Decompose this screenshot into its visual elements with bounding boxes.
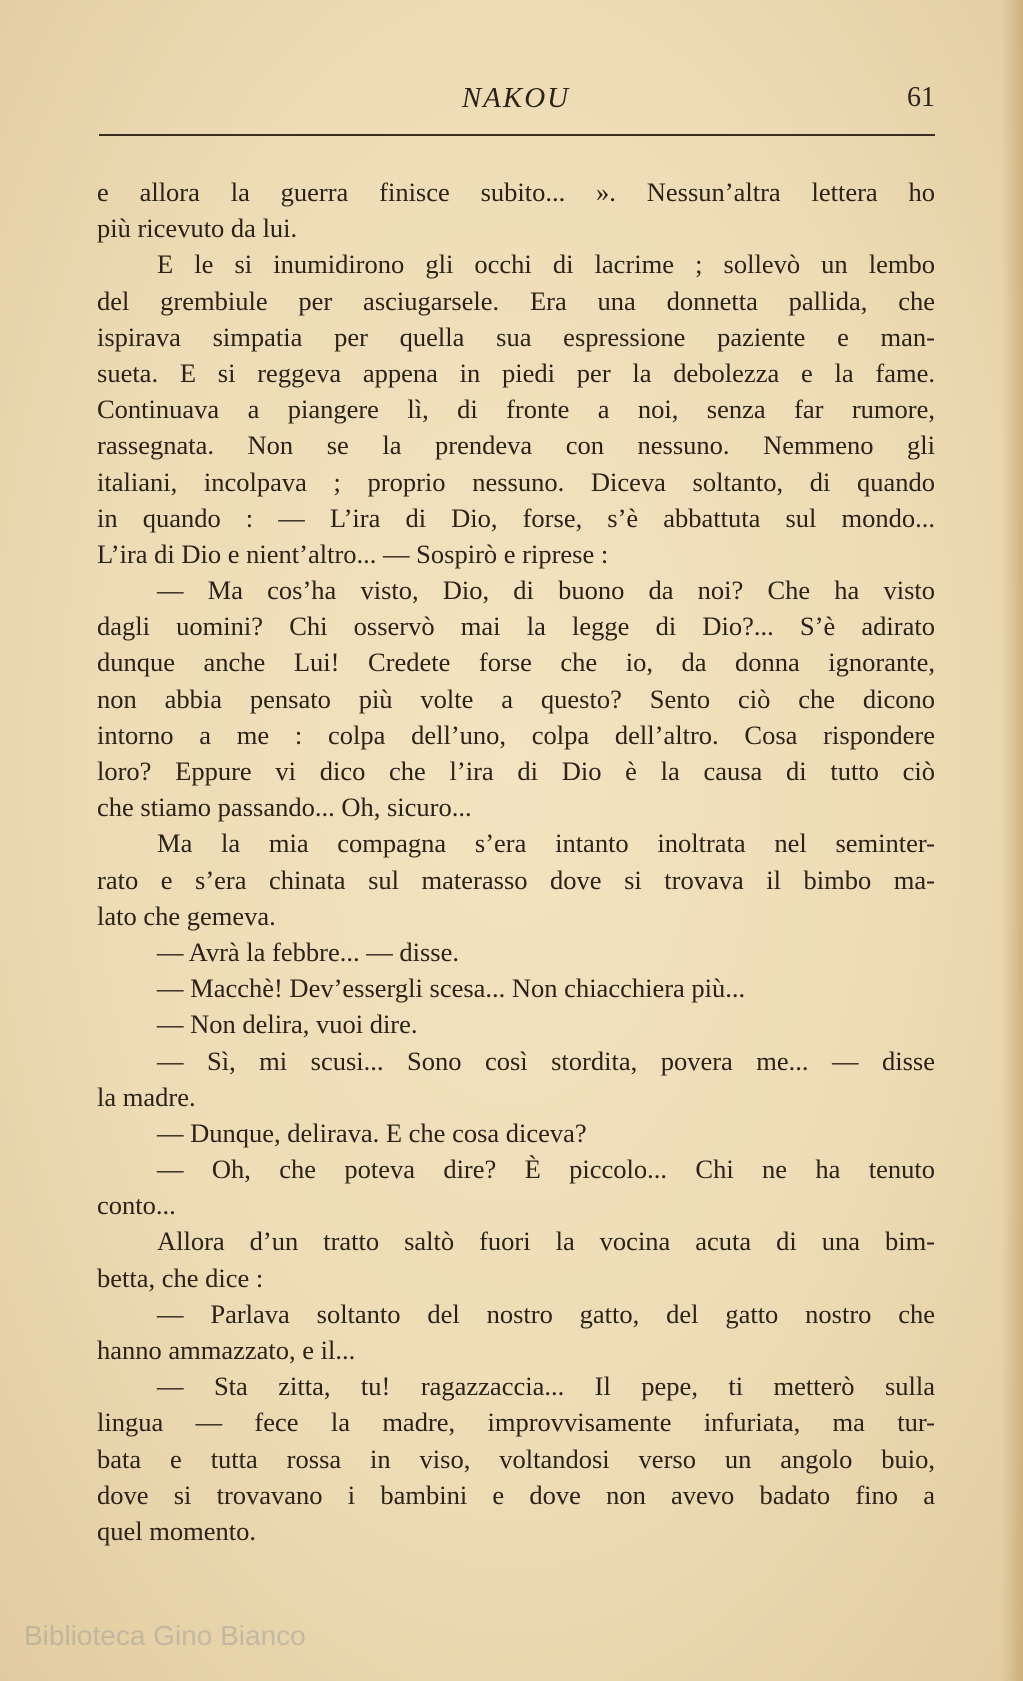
page-header [97,82,935,122]
page-edge-shadow [1001,0,1023,1681]
text-line: italiani, incolpava ; proprio nessuno. Diceva soltanto, di quando [97,466,935,497]
text-line: lingua — fece la madre, improvvisamente infuriata, ma tur- [97,1407,935,1438]
text-line: dagli uomini? Chi osservò mai la legge di Dio?... S’è adirato [97,611,935,642]
text-line: in quando : — L’ira di Dio, forse, s’è abbattuta sul mondo... [97,502,935,533]
text-line: loro? Eppure vi dico che l’ira di Dio è la causa di tutto ciò [97,756,935,786]
text-line: del grembiule per asciugarsele. Era una donnetta pallida, che [97,285,935,316]
text-line: quel momento. [97,1515,256,1546]
text-line: — Parlava soltanto del nostro gatto, del gatto nostro che [157,1298,935,1329]
text-line: betta, che dice : [97,1262,264,1293]
text-line: hanno ammazzato, e il... [97,1335,356,1365]
text-line: dunque anche Lui! Credete forse che io, da donna ignorante, [97,647,935,678]
text-line: Allora d’un tratto saltò fuori la vocina acuta di una bim- [157,1226,935,1257]
text-line: — Oh, che poteva dire? È piccolo... Chi ne ha tenuto [157,1154,935,1185]
text-line: intorno a me : colpa dell’uno, colpa dell’altro. Cosa rispondere [97,719,935,750]
text-line: L’ira di Dio e nient’altro... — Sospirò e riprese : [97,538,609,569]
text-line: sueta. E si reggeva appena in piedi per la debolezza e la fame. [97,357,935,388]
text-line: — Sta zitta, tu! ragazzaccia... Il pepe, ti metterò sulla [157,1371,935,1402]
text-line: rassegnata. Non se la prendeva con nessuno. Nemmeno gli [97,430,935,461]
text-line: — Sì, mi scusi... Sono così stordita, povera me... — disse [157,1045,935,1076]
text-line: — Dunque, delirava. E che cosa diceva? [157,1117,587,1148]
library-watermark: Biblioteca Gino Bianco [24,1620,306,1651]
text-line: — Ma cos’ha visto, Dio, di buono da noi? Che ha visto [157,575,935,606]
text-line: bata e tutta rossa in viso, voltandosi verso un angolo buio, [97,1443,935,1474]
body-text [97,174,935,1549]
text-line: conto... [97,1190,176,1221]
text-line: più ricevuto da lui. [97,213,298,244]
text-line: Ma la mia compagna s’era intanto inoltrata nel seminter- [157,828,935,859]
text-line: dove si trovavano i bambini e dove non avevo badato fino a [97,1479,935,1510]
running-head: NAKOU [461,82,571,114]
text-line: e allora la guerra finisce subito... ». Nessun’altra lettera ho [97,177,935,207]
text-line: — Non delira, vuoi dire. [157,1009,418,1040]
page-number: 61 [907,82,935,113]
text-line: rato e s’era chinata sul materasso dove si trovava il bimbo ma- [97,864,935,895]
text-line: non abbia pensato più volte a questo? Sento ciò che dicono [97,683,935,714]
header-rule [99,134,935,136]
text-line: ispirava simpatia per quella sua espressione paziente e man- [97,321,935,352]
text-line: la madre. [97,1081,196,1112]
text-line: Continuava a piangere lì, di fronte a noi, senza far rumore, [97,394,935,425]
text-line: lato che gemeva. [97,900,276,931]
text-line: che stiamo passando... Oh, sicuro... [97,792,472,823]
text-line: E le si inumidirono gli occhi di lacrime ; sollevò un lembo [157,249,935,280]
text-line: — Avrà la febbre... — disse. [157,936,459,967]
text-line: — Macchè! Dev’essergli scesa... Non chiacchiera più... [157,973,746,1004]
